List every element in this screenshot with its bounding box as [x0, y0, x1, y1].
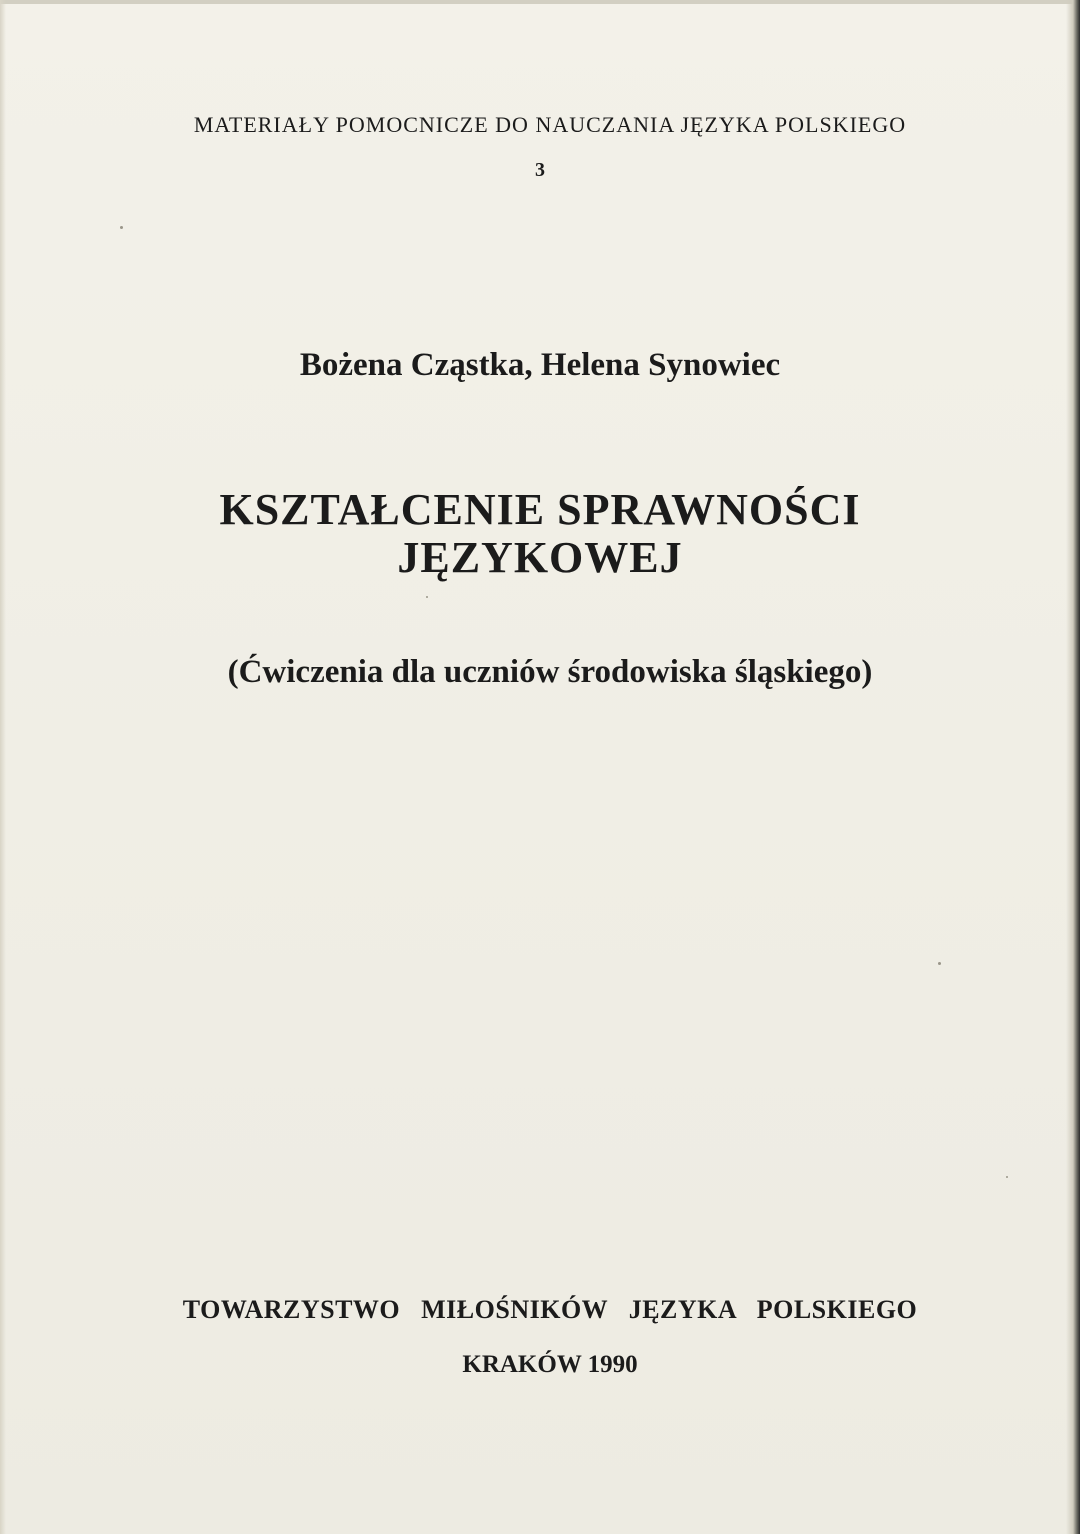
- paper-speck: [938, 962, 941, 965]
- authors: Bożena Cząstka, Helena Synowiec: [299, 347, 781, 383]
- place-and-year: KRAKÓW 1990: [462, 1351, 638, 1378]
- paper-speck: [426, 596, 428, 598]
- series-title: MATERIAŁY POMOCNICZE DO NAUCZANIA JĘZYKA POLSKIEGO: [193, 112, 907, 137]
- publisher: TOWARZYSTWO MIŁOŚNIKÓW JĘZYKA POLSKIEGO: [182, 1295, 918, 1324]
- series-number: 3: [535, 159, 545, 181]
- paper-speck: [1006, 1176, 1008, 1178]
- book-subtitle: (Ćwiczenia dla uczniów środowiska śląskiego): [227, 654, 873, 690]
- top-edge: [0, 0, 1080, 4]
- book-title-line-1: KSZTAŁCENIE SPRAWNOŚCI: [219, 485, 861, 534]
- book-title-line-2: JĘZYKOWEJ: [397, 533, 683, 582]
- paper-speck: [120, 226, 123, 229]
